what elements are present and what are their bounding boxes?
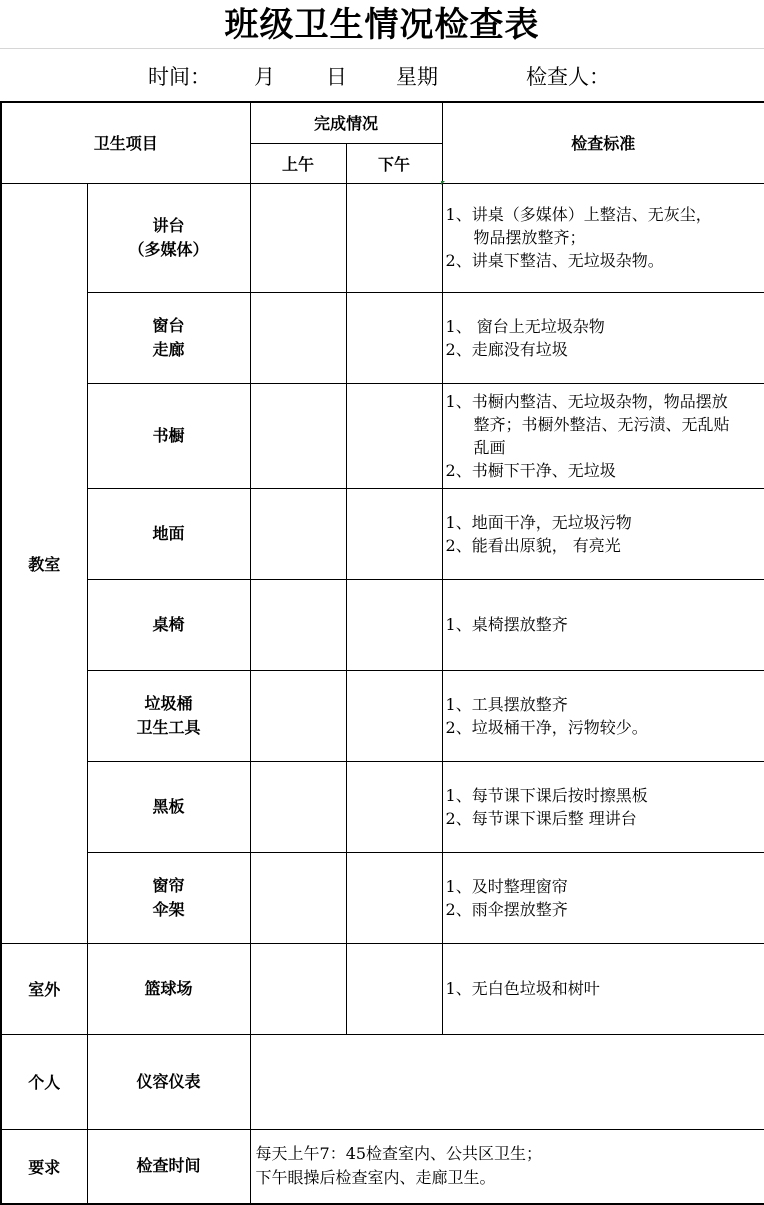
standard-cell	[442, 579, 764, 670]
category-outdoor: 室外	[1, 943, 87, 1034]
item-name-cell	[87, 852, 250, 943]
table-row	[1, 579, 764, 670]
inspection-table	[0, 101, 764, 1205]
standard-line: 整齐；书橱外整洁、无污渍、无乱贴	[473, 414, 730, 434]
weekday-label: 星期	[396, 65, 438, 89]
afternoon-check-cell[interactable]	[346, 852, 442, 943]
item-name-line: 垃圾桶	[144, 693, 193, 713]
standard-cell	[442, 670, 764, 761]
cell-comment-marker	[441, 181, 445, 185]
category-classroom: 教室	[1, 183, 87, 943]
header-afternoon: 下午	[346, 143, 442, 183]
standard-cell	[442, 943, 764, 1034]
standard-line: 乱画	[473, 437, 506, 457]
table-row	[1, 943, 764, 1034]
item-name-cell: 检查时间	[87, 1129, 250, 1204]
afternoon-check-cell[interactable]	[346, 761, 442, 852]
item-name-cell	[87, 488, 250, 579]
standard-line: 物品摆放整齐；	[473, 228, 586, 247]
inspector-label: 检查人：	[526, 65, 610, 89]
morning-check-cell[interactable]	[250, 383, 346, 488]
item-name-line: 窗帘	[152, 875, 185, 895]
table-row	[1, 1034, 764, 1129]
standard-line: 1、及时整理窗帘	[445, 876, 568, 896]
standard-line: 2、雨伞摆放整齐	[445, 899, 568, 919]
standard-line: 1、每节课下课后按时擦黑板	[445, 785, 648, 805]
table-row	[1, 761, 764, 852]
standard-line: 1、 窗台上无垃圾杂物	[445, 316, 605, 336]
afternoon-check-cell[interactable]	[346, 579, 442, 670]
morning-check-cell[interactable]	[250, 670, 346, 761]
item-name-cell	[87, 383, 250, 488]
time-label: 时间：	[148, 65, 211, 89]
item-name-line: 走廊	[152, 339, 185, 359]
header-standard: 检查标准	[442, 102, 764, 183]
item-name-line: （多媒体）	[128, 239, 209, 259]
morning-check-cell[interactable]	[250, 292, 346, 383]
standard-cell	[442, 488, 764, 579]
table-row	[1, 292, 764, 383]
morning-check-cell[interactable]	[250, 183, 346, 292]
standard-cell	[442, 183, 764, 292]
standard-line: 2、讲桌下整洁、无垃圾杂物。	[445, 251, 664, 270]
category-personal: 个人	[1, 1034, 87, 1129]
table-row	[1, 670, 764, 761]
sheet-title: 班级卫生情况检查表	[0, 0, 764, 49]
item-name-cell	[87, 761, 250, 852]
standard-cell	[442, 383, 764, 488]
item-name-line: 地面	[152, 523, 185, 543]
morning-check-cell[interactable]	[250, 579, 346, 670]
morning-check-cell[interactable]	[250, 488, 346, 579]
afternoon-check-cell[interactable]	[346, 183, 442, 292]
table-row	[1, 852, 764, 943]
morning-check-cell[interactable]	[250, 852, 346, 943]
day-label: 日	[326, 65, 347, 89]
table-row	[1, 383, 764, 488]
requirement-line: 每天上午7：45检查室内、公共区卫生；	[255, 1144, 543, 1164]
standard-line: 2、书橱下干净、无垃圾	[445, 460, 616, 480]
category-requirement: 要求	[1, 1129, 87, 1204]
item-name-cell: 篮球场	[87, 943, 250, 1034]
standard-line: 1、讲桌（多媒体）上整洁、无灰尘，	[445, 205, 712, 224]
standard-cell	[442, 852, 764, 943]
month-label: 月	[254, 65, 275, 89]
personal-result-cell[interactable]	[250, 1034, 764, 1129]
item-name-cell	[87, 670, 250, 761]
requirement-text-cell	[250, 1129, 764, 1204]
afternoon-check-cell[interactable]	[346, 292, 442, 383]
table-row	[1, 1129, 764, 1204]
header-completion: 完成情况	[250, 102, 442, 143]
header-item: 卫生项目	[1, 102, 250, 183]
item-name-line: 黑板	[152, 796, 185, 816]
standard-line: 1、地面干净，无垃圾污物	[445, 512, 632, 532]
item-name-cell	[87, 292, 250, 383]
afternoon-check-cell[interactable]	[346, 383, 442, 488]
standard-cell	[442, 761, 764, 852]
item-name-line: 卫生工具	[136, 717, 201, 737]
header-morning: 上午	[250, 143, 346, 183]
standard-line: 2、每节课下课后整 理讲台	[445, 808, 637, 828]
standard-line: 1、书橱内整洁、无垃圾杂物，物品摆放	[445, 391, 728, 411]
morning-check-cell[interactable]	[250, 943, 346, 1034]
table-row	[1, 183, 764, 292]
item-name-cell	[87, 183, 250, 292]
standard-line: 1、工具摆放整齐	[445, 694, 568, 714]
afternoon-check-cell[interactable]	[346, 943, 442, 1034]
requirement-line: 下午眼操后检查室内、走廊卫生。	[255, 1168, 496, 1188]
standard-line: 1、无白色垃圾和树叶	[445, 979, 600, 998]
table-row	[1, 488, 764, 579]
item-name-line: 讲台	[152, 215, 185, 235]
standard-line: 2、垃圾桶干净，污物较少。	[445, 717, 648, 737]
standard-line: 2、走廊没有垃圾	[445, 339, 568, 359]
afternoon-check-cell[interactable]	[346, 488, 442, 579]
morning-check-cell[interactable]	[250, 761, 346, 852]
item-name-line: 书橱	[152, 425, 185, 445]
standard-cell	[442, 292, 764, 383]
standard-line: 2、能看出原貌， 有亮光	[445, 535, 621, 555]
item-name-line: 窗台	[152, 315, 185, 335]
standard-line: 1、桌椅摆放整齐	[445, 615, 568, 634]
meta-row	[0, 49, 764, 101]
item-name-cell: 仪容仪表	[87, 1034, 250, 1129]
afternoon-check-cell[interactable]	[346, 670, 442, 761]
item-name-line: 伞架	[152, 899, 185, 919]
item-name-cell	[87, 579, 250, 670]
item-name-line: 桌椅	[152, 614, 185, 634]
